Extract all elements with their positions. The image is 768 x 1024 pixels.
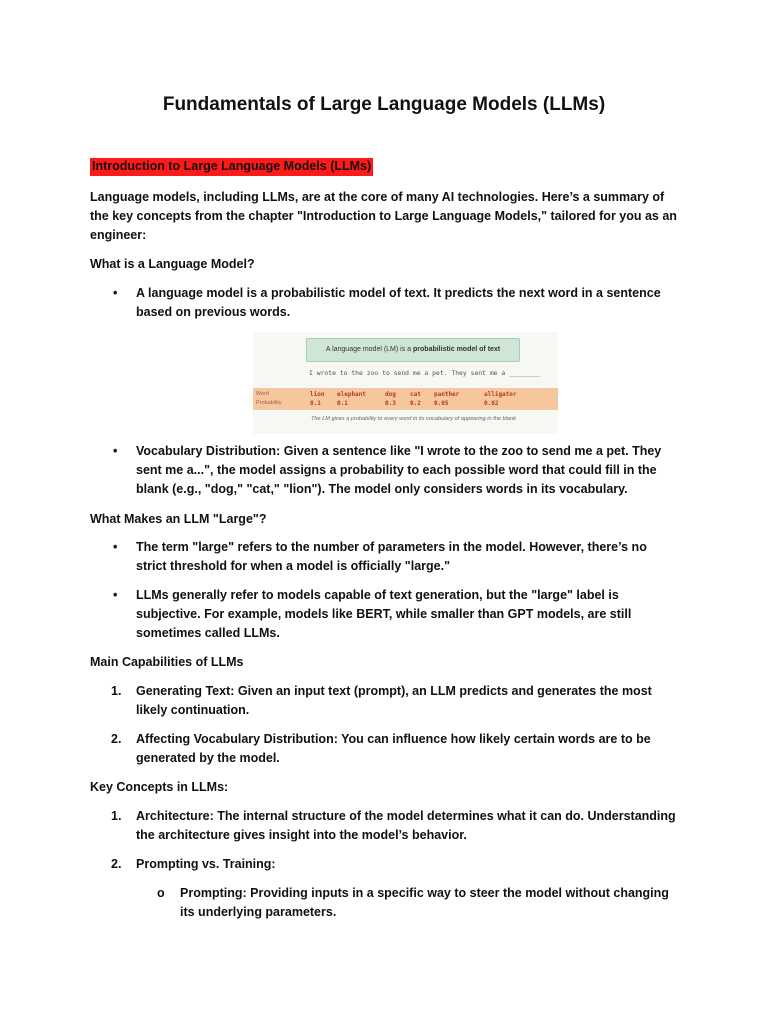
list-number: 1.	[111, 684, 122, 698]
lm-probability-figure	[253, 332, 558, 434]
word-cell: panther	[434, 391, 460, 398]
list-item	[111, 855, 681, 874]
list-item	[113, 586, 679, 643]
probability-cell: 0.3	[385, 400, 396, 407]
sub-list-item	[157, 884, 682, 922]
list-item-text: Architecture: The internal structure of the model determines what it can do. Understanding the architecture gives insight into the model’s behavior.	[136, 809, 676, 842]
list-item	[111, 682, 681, 720]
question-main-capabilities: Main Capabilities of LLMs	[90, 655, 244, 669]
probability-cell: 0.1	[337, 400, 348, 407]
intro-paragraph: Language models, including LLMs, are at the core of many AI technologies. Here’s a summary of the key concepts from the chapter "Introduction to Large Language Models," tailored for you as an engineer:	[90, 190, 677, 242]
figure-sentence: I wrote to the zoo to send me a pet. They sent me a ________	[309, 369, 540, 377]
circle-bullet-icon: o	[157, 886, 165, 900]
list-item-text: LLMs generally refer to models capable of text generation, but the "large" label is subjective. For example, models like BERT, while smaller than GPT models, are still sometimes called LLMs.	[136, 588, 632, 640]
word-cell: alligator	[484, 391, 517, 398]
bullet-icon: •	[113, 540, 118, 554]
word-cell: cat	[410, 391, 421, 398]
list-item	[111, 730, 681, 768]
row-label-probability: Probability	[256, 400, 282, 406]
probability-cell: 0.05	[434, 400, 449, 407]
figure-banner: A language model (LM) is a probabilistic model of text	[306, 338, 520, 362]
list-item	[113, 442, 679, 499]
question-what-makes-large: What Makes an LLM "Large"?	[90, 512, 267, 526]
bullet-icon: •	[113, 286, 118, 300]
probability-cell: 0.2	[410, 400, 421, 407]
list-number: 1.	[111, 809, 122, 823]
list-item-text: A language model is a probabilistic model of text. It predicts the next word in a sentence based on previous words.	[136, 286, 661, 319]
word-cell: lion	[310, 391, 325, 398]
list-item-text: Vocabulary Distribution: Given a sentence like "I wrote to the zoo to send me a pet. They sent me a...", the model assigns a probability to each possible word that could fill in the blank (e.g., "dog," "cat," "lion"). The model only considers words in its vocabulary.	[136, 444, 662, 496]
list-number: 2.	[111, 857, 122, 871]
list-item-text: Affecting Vocabulary Distribution: You can influence how likely certain words are to be generated by the model.	[136, 732, 651, 765]
question-key-concepts: Key Concepts in LLMs:	[90, 780, 229, 794]
document-title: Fundamentals of Large Language Models (LLMs)	[162, 94, 606, 115]
figure-word-table	[253, 388, 558, 410]
list-item	[111, 807, 681, 845]
bullet-icon: •	[113, 588, 118, 602]
word-cell: dog	[385, 391, 396, 398]
list-item-text: Generating Text: Given an input text (prompt), an LLM predicts and generates the most likely continuation.	[136, 684, 652, 717]
bullet-icon: •	[113, 444, 118, 458]
row-label-word: Word	[256, 391, 270, 397]
list-item-text: Prompting vs. Training:	[136, 857, 276, 871]
question-what-is-lm: What is a Language Model?	[90, 257, 255, 271]
list-item	[113, 538, 679, 576]
probability-cell: 0.1	[310, 400, 321, 407]
word-cell: elephant	[337, 391, 366, 398]
probability-cell: 0.02	[484, 400, 499, 407]
list-item	[113, 284, 679, 322]
figure-caption: The LM gives a probability to every word in its vocabulary of appearing in the blank	[311, 416, 516, 422]
sub-list-item-text: Prompting: Providing inputs in a specific way to steer the model without changing its underlying parameters.	[180, 886, 669, 919]
list-number: 2.	[111, 732, 122, 746]
list-item-text: The term "large" refers to the number of parameters in the model. However, there’s no strict threshold for when a model is officially "large."	[136, 540, 647, 573]
section-heading-highlighted: Introduction to Large Language Models (LLMs)	[90, 158, 373, 176]
